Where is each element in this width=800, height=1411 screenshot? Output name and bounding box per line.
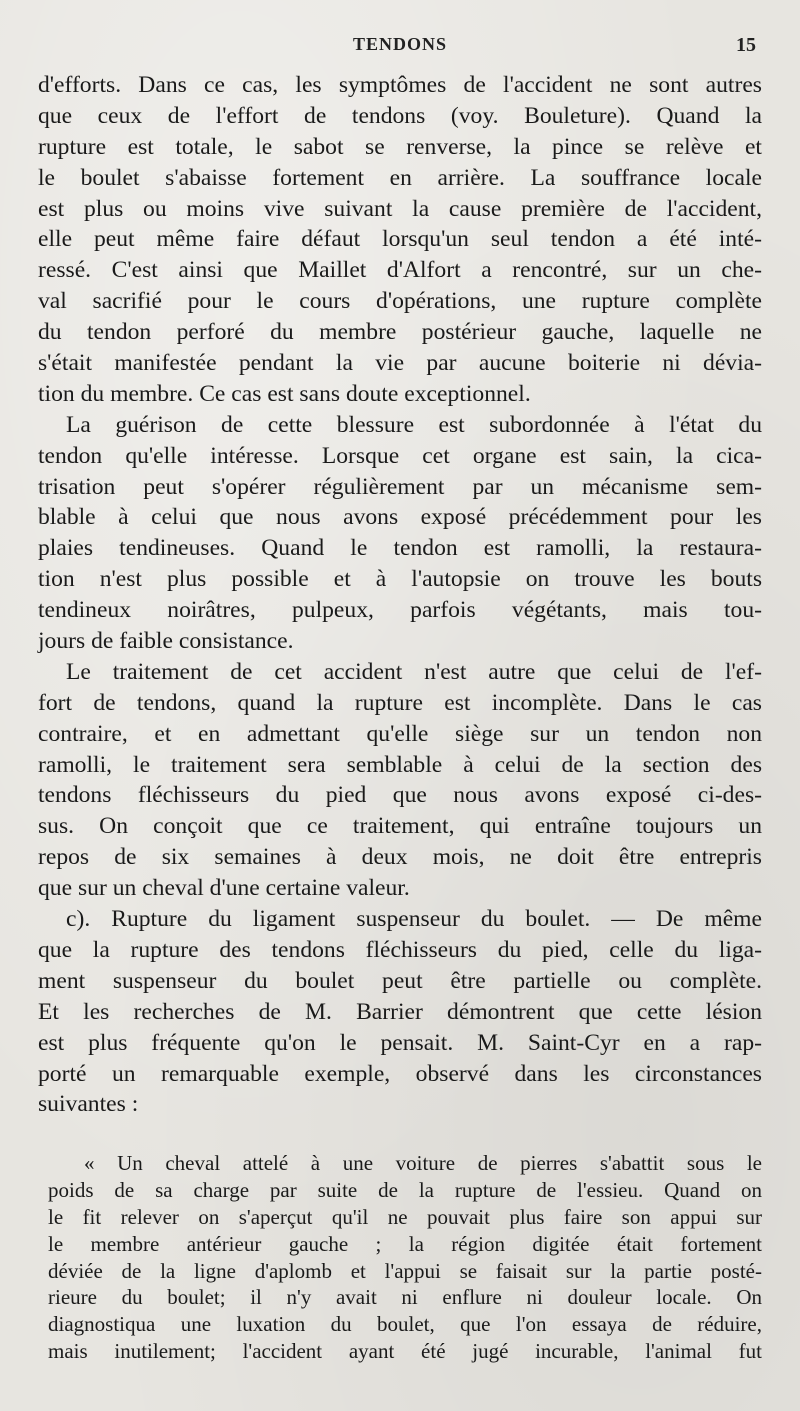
page-number: 15: [736, 34, 756, 56]
text-line: que sur un cheval d'une certaine valeur.: [38, 875, 410, 902]
text-line: s'était manifestée pendant la vie par aucune boiterie ni dévia-: [38, 350, 762, 377]
paragraph-1: [38, 70, 762, 410]
text-line: ramolli, le traitement sera semblable à celui de la section des: [38, 751, 762, 778]
text-line: c). Rupture du ligament suspenseur du boulet. — De même: [66, 906, 762, 933]
text-line: elle peut même faire défaut lorsqu'un seul tendon a été inté-: [38, 226, 762, 253]
text-line: jours de faible consistance.: [38, 628, 294, 655]
quote-line: mais inutilement; l'accident ayant été jugé incurable, l'animal fut: [48, 1339, 762, 1364]
quotation-block: [48, 1150, 762, 1365]
quote-line: le membre antérieur gauche ; la région digitée était fortement: [48, 1231, 762, 1256]
text-line: est plus ou moins vive suivant la cause première de l'accident,: [38, 195, 762, 222]
text-line: porté un remarquable exemple, observé dans les circonstances: [38, 1060, 762, 1087]
text-line: blable à celui que nous avons exposé précédemment pour les: [38, 504, 762, 531]
quote-line: déviée de la ligne d'aplomb et l'appui se faisait sur la partie posté-: [48, 1258, 762, 1283]
text-line: tion du membre. Ce cas est sans doute exceptionnel.: [38, 380, 531, 407]
text-line: ressé. C'est ainsi que Maillet d'Alfort a rencontré, sur un che-: [38, 257, 762, 284]
quote-line: le fit relever on s'aperçut qu'il ne pouvait plus faire son appui sur: [48, 1204, 762, 1229]
text-line: que ceux de l'effort de tendons (voy. Bouleture). Quand la: [38, 102, 762, 129]
text-line: est plus fréquente qu'on le pensait. M. Saint-Cyr en a rap-: [38, 1029, 762, 1056]
body-text: [38, 70, 762, 1120]
text-line: plaies tendineuses. Quand le tendon est ramolli, la restaura-: [38, 535, 762, 562]
text-line: trisation peut s'opérer régulièrement par un mécanisme sem-: [38, 473, 762, 500]
running-title: TENDONS: [352, 34, 448, 54]
text-line: fort de tendons, quand la rupture est incomplète. Dans le cas: [38, 689, 762, 716]
running-head: [0, 34, 800, 58]
paragraph-2: [38, 410, 762, 657]
text-line: contraire, et en admettant qu'elle siège sur un tendon non: [38, 720, 762, 747]
text-line: que la rupture des tendons fléchisseurs du pied, celle du liga-: [38, 936, 762, 963]
quote-line: poids de sa charge par suite de la rupture de l'essieu. Quand on: [48, 1177, 762, 1202]
paragraph-3: [38, 657, 762, 904]
text-line: sus. On conçoit que ce traitement, qui entraîne toujours un: [38, 813, 762, 840]
text-line: tendineux noirâtres, pulpeux, parfois végétants, mais tou-: [38, 597, 762, 624]
quote-line: diagnostiqua une luxation du boulet, que l'on essaya de réduire,: [48, 1312, 762, 1337]
text-line: tendons fléchisseurs du pied que nous avons exposé ci-des-: [38, 782, 762, 809]
text-line: val sacrifié pour le cours d'opérations, une rupture complète: [38, 288, 762, 315]
paragraph-4: [38, 904, 762, 1120]
text-line: La guérison de cette blessure est subordonnée à l'état du: [66, 411, 762, 438]
text-line: Le traitement de cet accident n'est autre que celui de l'ef-: [66, 658, 762, 685]
text-line: Et les recherches de M. Barrier démontrent que cette lésion: [38, 998, 762, 1025]
text-line: d'efforts. Dans ce cas, les symptômes de l'accident ne sont autres: [38, 72, 762, 98]
text-line: rupture est totale, le sabot se renverse, la pince se relève et: [38, 133, 762, 160]
quote-line: « Un cheval attelé à une voiture de pierres s'abattit sous le: [84, 1151, 762, 1175]
text-line: suivantes :: [38, 1091, 139, 1118]
text-line: repos de six semaines à deux mois, ne doit être entrepris: [38, 844, 762, 871]
text-line: ment suspenseur du boulet peut être partielle ou complète.: [38, 967, 762, 994]
text-line: tion n'est plus possible et à l'autopsie on trouve les bouts: [38, 566, 762, 593]
text-line: du tendon perforé du membre postérieur gauche, laquelle ne: [38, 319, 762, 346]
text-line: tendon qu'elle intéresse. Lorsque cet organe est sain, la cica-: [38, 442, 762, 469]
quote-line: rieure du boulet; il n'y avait ni enflure ni douleur locale. On: [48, 1285, 762, 1310]
text-line: le boulet s'abaisse fortement en arrière. La souffrance locale: [38, 164, 762, 191]
